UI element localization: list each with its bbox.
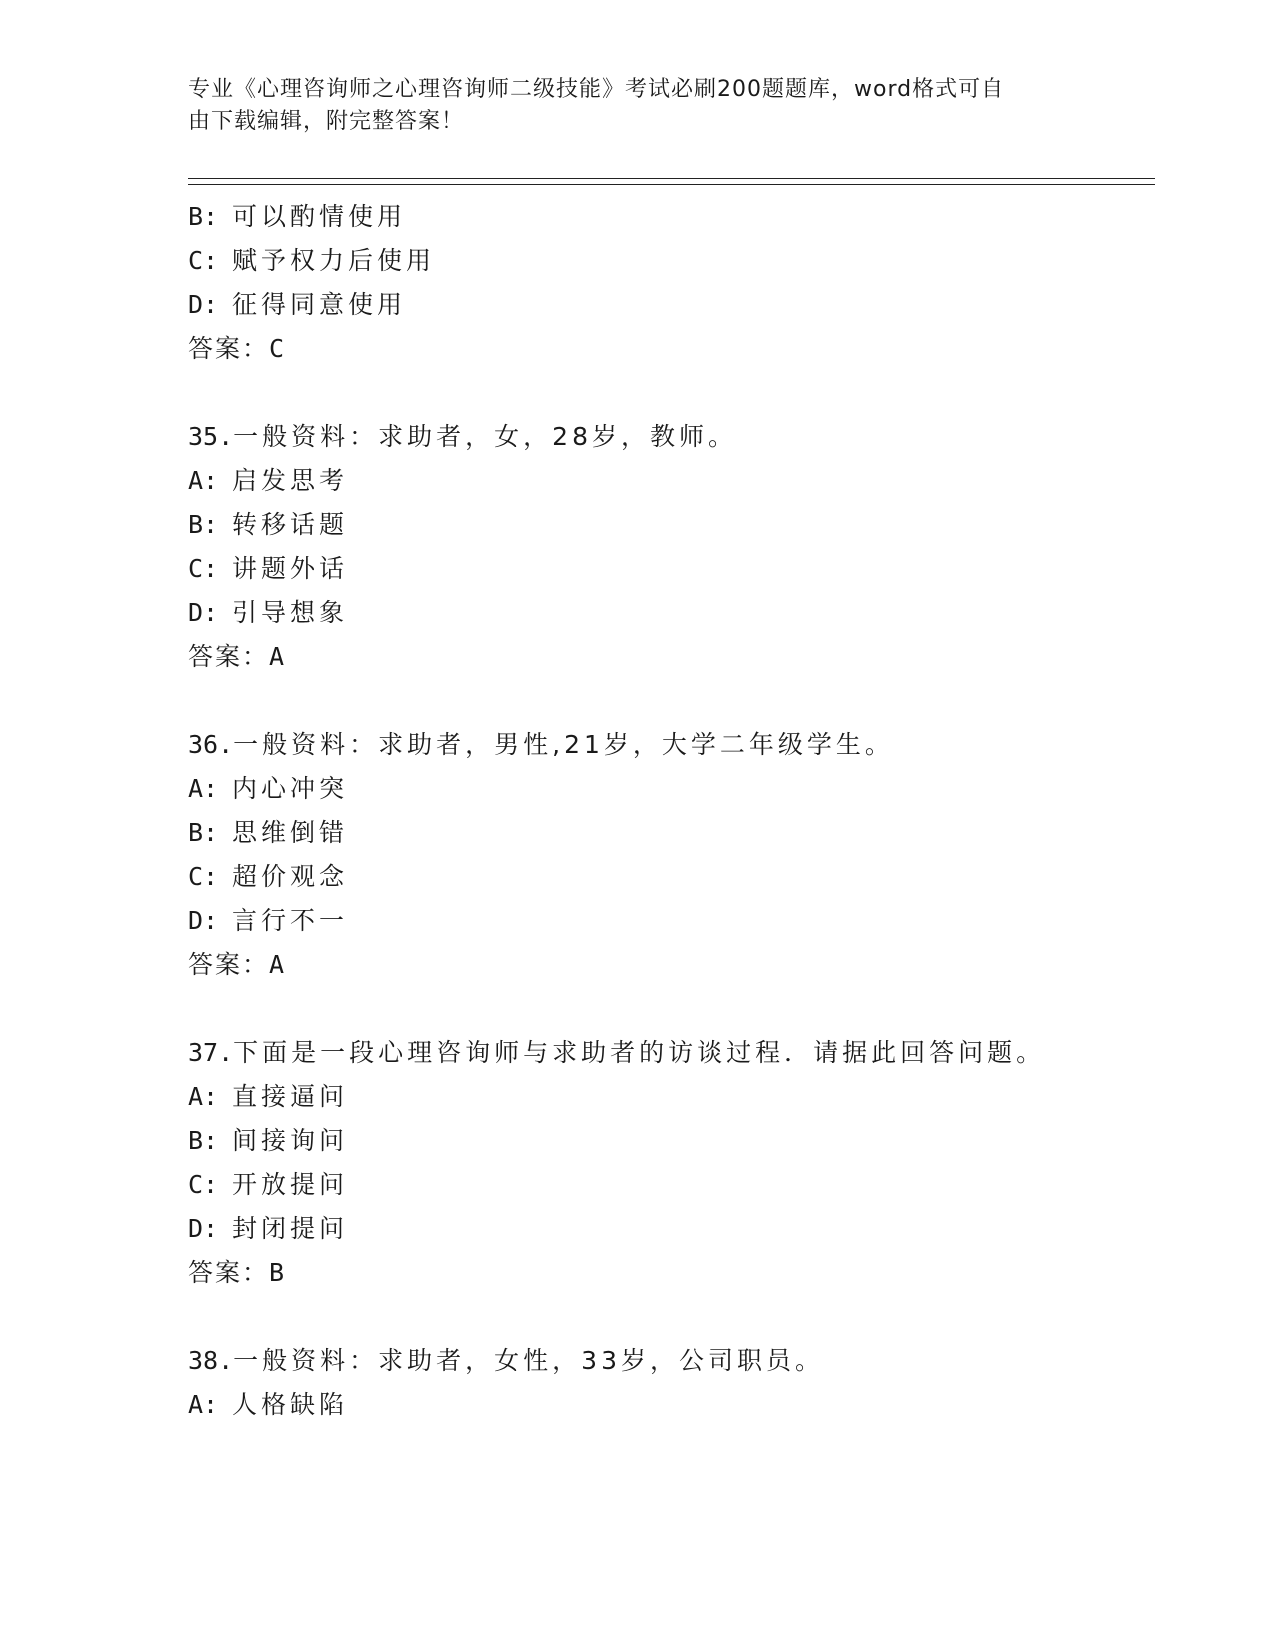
- answer-value: A: [269, 642, 287, 671]
- option-row: [188, 860, 348, 894]
- header-line-2: 由下载编辑，附完整答案！: [188, 109, 465, 134]
- option-tag: B:: [188, 818, 219, 847]
- header-divider-top: [188, 178, 1155, 179]
- question-text: 一般资料：求助者，男性,21岁，大学二年级学生。: [233, 730, 894, 759]
- option-text: 直接逼问: [232, 1082, 349, 1111]
- option-tag: B:: [188, 202, 219, 231]
- answer-value: A: [269, 950, 287, 979]
- option-row: [188, 244, 435, 278]
- option-text: 赋予权力后使用: [232, 246, 436, 275]
- option-text: 可以酌情使用: [232, 202, 407, 231]
- answer-label: 答案：: [188, 1258, 270, 1287]
- option-tag: D:: [188, 290, 219, 319]
- option-row: [188, 200, 406, 234]
- option-row: [188, 464, 348, 498]
- option-text: 讲题外话: [232, 554, 349, 583]
- option-tag: A:: [188, 774, 219, 803]
- option-tag: C:: [188, 1170, 219, 1199]
- option-text: 言行不一: [232, 906, 349, 935]
- option-tag: B:: [188, 1126, 219, 1155]
- question-text: 一般资料：求助者，女性，33岁，公司职员。: [233, 1346, 824, 1375]
- option-tag: D:: [188, 1214, 219, 1243]
- option-tag: B:: [188, 510, 219, 539]
- option-text: 人格缺陷: [232, 1390, 349, 1419]
- option-tag: D:: [188, 598, 219, 627]
- answer-row: [188, 1256, 286, 1290]
- option-tag: C:: [188, 246, 219, 275]
- option-tag: D:: [188, 906, 219, 935]
- option-row: [188, 1212, 348, 1246]
- option-text: 超价观念: [232, 862, 349, 891]
- option-text: 开放提问: [232, 1170, 349, 1199]
- question-stem: [188, 1036, 1045, 1070]
- header-line-1: 专业《心理咨询师之心理咨询师二级技能》考试必刷200题题库，word格式可自: [188, 77, 1005, 102]
- question-stem: [188, 1344, 824, 1378]
- option-tag: A:: [188, 1390, 219, 1419]
- answer-row: [188, 332, 286, 366]
- question-number: 38.: [188, 1346, 234, 1375]
- option-text: 思维倒错: [232, 818, 349, 847]
- option-row: [188, 508, 348, 542]
- option-row: [188, 772, 348, 806]
- answer-value: B: [269, 1258, 287, 1287]
- question-stem: [188, 420, 737, 454]
- option-text: 启发思考: [232, 466, 349, 495]
- option-row: [188, 1388, 348, 1422]
- option-row: [188, 1124, 348, 1158]
- option-row: [188, 904, 348, 938]
- answer-label: 答案：: [188, 642, 270, 671]
- option-row: [188, 1080, 348, 1114]
- option-text: 间接询问: [232, 1126, 349, 1155]
- option-row: [188, 816, 348, 850]
- answer-value: C: [269, 334, 287, 363]
- question-text: 一般资料：求助者，女，28岁，教师。: [233, 422, 737, 451]
- answer-row: [188, 948, 286, 982]
- option-tag: A:: [188, 1082, 219, 1111]
- option-tag: C:: [188, 554, 219, 583]
- question-number: 35.: [188, 422, 234, 451]
- option-tag: C:: [188, 862, 219, 891]
- option-row: [188, 596, 348, 630]
- option-row: [188, 552, 348, 586]
- answer-label: 答案：: [188, 950, 270, 979]
- question-stem: [188, 728, 894, 762]
- option-text: 转移话题: [232, 510, 349, 539]
- option-text: 封闭提问: [232, 1214, 349, 1243]
- answer-label: 答案：: [188, 334, 270, 363]
- answer-row: [188, 640, 286, 674]
- question-number: 36.: [188, 730, 234, 759]
- option-row: [188, 288, 406, 322]
- option-tag: A:: [188, 466, 219, 495]
- option-text: 征得同意使用: [232, 290, 407, 319]
- header-divider-bottom: [188, 184, 1155, 185]
- question-number: 37.: [188, 1038, 234, 1067]
- option-row: [188, 1168, 348, 1202]
- option-text: 引导想象: [232, 598, 349, 627]
- question-text: 下面是一段心理咨询师与求助者的访谈过程．请据此回答问题。: [233, 1038, 1046, 1067]
- option-text: 内心冲突: [232, 774, 349, 803]
- document-header: [188, 74, 1068, 138]
